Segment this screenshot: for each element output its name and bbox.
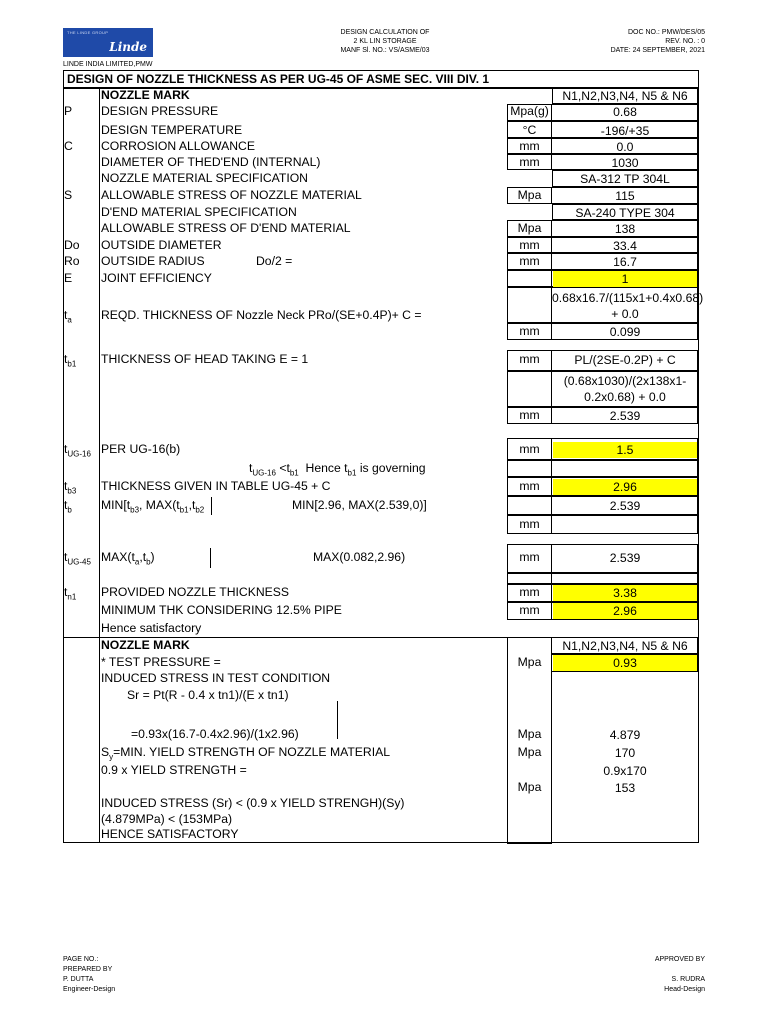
symbol: P bbox=[64, 104, 73, 118]
formula-bracket bbox=[210, 548, 211, 568]
value: 2.96 bbox=[553, 603, 697, 619]
grid-cell bbox=[507, 460, 552, 477]
unit: mm bbox=[519, 585, 540, 599]
footer-spacer bbox=[655, 965, 705, 975]
unit: Mpa bbox=[517, 780, 542, 794]
label: THICKNESS GIVEN IN TABLE UG-45 + C bbox=[101, 479, 331, 493]
unit: mm bbox=[519, 254, 540, 268]
value: 0.0 bbox=[616, 140, 634, 154]
label: ALLOWABLE STRESS OF D'END MATERIAL bbox=[101, 221, 351, 235]
label: REQD. THICKNESS OF Nozzle Neck PRo/(SE+0.4P)+ C = bbox=[101, 308, 422, 322]
label: PROVIDED NOZZLE THICKNESS bbox=[101, 585, 290, 599]
label: THICKNESS OF HEAD TAKING E = 1 bbox=[101, 352, 309, 366]
unit: mm bbox=[519, 550, 540, 564]
label: DESIGN TEMPERATURE bbox=[101, 123, 243, 137]
value: 16.7 bbox=[613, 255, 637, 269]
symbol: Do bbox=[64, 238, 80, 252]
unit: mm bbox=[519, 155, 540, 169]
symbol: E bbox=[64, 271, 73, 285]
grid-cell bbox=[552, 460, 698, 477]
value: 2.539 bbox=[609, 409, 641, 423]
value: 0.9x170 bbox=[603, 764, 647, 778]
symbol: $t_a$ bbox=[64, 308, 72, 325]
value: 0.099 bbox=[609, 325, 641, 339]
symbol-column-divider-lower bbox=[99, 637, 100, 842]
grid-cell bbox=[507, 496, 552, 515]
value: 33.4 bbox=[613, 239, 637, 253]
value: 1030 bbox=[611, 156, 639, 170]
label: DESIGN PRESSURE bbox=[101, 104, 219, 118]
label: Hence satisfactory bbox=[101, 621, 202, 635]
preparer-name: P. DUTTA bbox=[63, 976, 94, 983]
formula: Do/2 = bbox=[256, 254, 293, 268]
unit: Mpa bbox=[517, 655, 542, 669]
prepared-by-label: PREPARED BY bbox=[63, 966, 113, 973]
formula-bracket bbox=[211, 497, 212, 515]
value: 0.93 bbox=[553, 655, 697, 671]
unit: mm bbox=[519, 442, 540, 456]
unit: mm bbox=[519, 352, 540, 366]
value: 4.879 bbox=[609, 728, 641, 742]
label: $MAX(t_a,t_b)$ bbox=[101, 550, 155, 567]
calc-title: DESIGN CALCULATION OF bbox=[340, 29, 430, 36]
calculation-sheet bbox=[63, 70, 704, 843]
label: INDUCED STRESS IN TEST CONDITION bbox=[101, 671, 331, 685]
value: 170 bbox=[614, 746, 636, 760]
label: 0.9 x YIELD STRENGTH = bbox=[101, 763, 247, 777]
value: 2.539 bbox=[609, 499, 641, 513]
calc: MIN[2.96, MAX(2.539,0)] bbox=[292, 498, 427, 512]
label: D'END MATERIAL SPECIFICATION bbox=[101, 205, 297, 219]
manf-serial: MANF Sl. NO.: VS/ASME/03 bbox=[340, 47, 430, 54]
value: 0.68 bbox=[613, 105, 637, 119]
unit: mm bbox=[519, 603, 540, 617]
unit: Mpa(g) bbox=[510, 104, 549, 118]
calc: (0.68x1030)/(2x138x1-0.2x0.68) + 0.0 bbox=[563, 374, 687, 404]
formula: Sr = Pt(R - 0.4 x tn1)/(E x tn1) bbox=[127, 688, 289, 702]
label: MINIMUM THK CONSIDERING 12.5% PIPE bbox=[101, 603, 342, 617]
rev-no: REV. NO. : 0 bbox=[665, 38, 705, 45]
symbol: $t_{UG-16}$ bbox=[64, 442, 91, 459]
unit: mm bbox=[519, 408, 540, 422]
approver-role: Head-Design bbox=[664, 986, 705, 993]
value: SA-312 TP 304L bbox=[580, 172, 670, 186]
value: 1.5 bbox=[553, 442, 697, 458]
doc-date: DATE: 24 SEPTEMBER, 2021 bbox=[610, 47, 705, 54]
value: N1,N2,N3,N4, N5 & N6 bbox=[562, 639, 688, 653]
grid-cell bbox=[552, 515, 698, 534]
sheet-title: DESIGN OF NOZZLE THICKNESS AS PER UG-45 OF ASME SEC. VIII DIV. 1 bbox=[67, 72, 490, 86]
label: $MIN[t_{b3}$, $MAX(t_{b1},t_{b2}$ bbox=[101, 498, 205, 515]
label: DIAMETER OF THED'END (INTERNAL) bbox=[101, 155, 321, 169]
unit: mm bbox=[519, 324, 540, 338]
unit: mm bbox=[519, 479, 540, 493]
unit: Mpa bbox=[517, 745, 542, 759]
company-name: LINDE INDIA LIMITED,PMW bbox=[63, 61, 153, 68]
label: HENCE SATISFACTORY bbox=[101, 827, 239, 841]
symbol: $t_{UG-45}$ bbox=[64, 550, 91, 567]
calc: 0.68x16.7/(115x1+0.4x0.68) + 0.0 bbox=[552, 291, 704, 321]
value: 138 bbox=[614, 222, 636, 236]
page-no: PAGE NO.: bbox=[63, 956, 99, 963]
footer-right bbox=[655, 955, 705, 995]
label: * TEST PRESSURE = bbox=[101, 655, 221, 669]
linde-logo bbox=[63, 28, 153, 57]
header-center bbox=[300, 28, 470, 55]
grid-cell bbox=[507, 270, 552, 287]
value: 1 bbox=[553, 271, 697, 287]
value: SA-240 TYPE 304 bbox=[575, 206, 675, 220]
value: 2.96 bbox=[553, 479, 697, 495]
label: $S_y=MIN$. YIELD STRENGTH OF NOZZLE MATERIAL bbox=[101, 745, 390, 762]
unit: mm bbox=[519, 238, 540, 252]
symbol: $t_{b3}$ bbox=[64, 479, 77, 496]
label: (4.879MPa) < (153MPa) bbox=[101, 812, 233, 826]
value: 3.38 bbox=[553, 585, 697, 601]
preparer-role: Engineer-Design bbox=[63, 986, 116, 993]
grid-cell bbox=[507, 573, 552, 584]
label: OUTSIDE RADIUS bbox=[101, 254, 205, 268]
calc: =0.93x(16.7-0.4x2.96)/(1x2.96) bbox=[131, 727, 299, 741]
governing-note: $t_{UG-16} <t_{b1}$ Hence $t_{b1}$ is governing bbox=[249, 461, 426, 478]
label: PER UG-16(b) bbox=[101, 442, 181, 456]
symbol: $t_{n1}$ bbox=[64, 585, 77, 602]
symbol: S bbox=[64, 188, 73, 202]
unit: °C bbox=[522, 123, 537, 137]
logo-brand: Linde bbox=[109, 40, 147, 54]
value: 2.539 bbox=[609, 551, 641, 565]
unit: mm bbox=[519, 517, 540, 531]
label: INDUCED STRESS (Sr) < (0.9 x YIELD STRENGH)(Sy) bbox=[101, 796, 405, 810]
approved-by-label: APPROVED BY bbox=[654, 956, 705, 963]
grid-cell bbox=[552, 573, 698, 584]
label: NOZZLE MARK bbox=[101, 638, 190, 652]
label: JOINT EFFICIENCY bbox=[101, 271, 212, 285]
footer-left bbox=[63, 955, 115, 995]
label: NOZZLE MATERIAL SPECIFICATION bbox=[101, 171, 308, 185]
unit: mm bbox=[519, 139, 540, 153]
label: OUTSIDE DIAMETER bbox=[101, 238, 222, 252]
calc: MAX(0.082,2.96) bbox=[313, 550, 406, 564]
unit: Mpa bbox=[517, 188, 542, 202]
symbol: $t_b$ bbox=[64, 498, 72, 515]
symbol: Ro bbox=[64, 254, 80, 268]
value: 115 bbox=[615, 189, 635, 203]
nozzle-mark-value: N1,N2,N3,N4, N5 & N6 bbox=[562, 89, 688, 103]
calc-subject: 2 KL LIN STORAGE bbox=[353, 38, 417, 45]
grid-cell bbox=[507, 287, 552, 323]
value: -196/+35 bbox=[600, 124, 650, 138]
grid-cell bbox=[507, 371, 552, 407]
label: CORROSION ALLOWANCE bbox=[101, 139, 255, 153]
formula: PL/(2SE-0.2P) + C bbox=[574, 353, 676, 367]
doc-no: DOC NO.: PMW/DES/05 bbox=[627, 29, 705, 36]
unit: Mpa bbox=[517, 727, 542, 741]
symbol: $t_{b1}$ bbox=[64, 352, 77, 369]
label: ALLOWABLE STRESS OF NOZZLE MATERIAL bbox=[101, 188, 362, 202]
symbol: C bbox=[64, 139, 73, 153]
unit: Mpa bbox=[517, 221, 542, 235]
value: 153 bbox=[614, 781, 636, 795]
formula-bracket bbox=[337, 701, 338, 739]
approver-name: S. RUDRA bbox=[671, 976, 705, 983]
logo-tagline: THE LINDE GROUP bbox=[67, 30, 109, 35]
header-right bbox=[611, 28, 705, 55]
nozzle-mark-label: NOZZLE MARK bbox=[101, 88, 190, 102]
